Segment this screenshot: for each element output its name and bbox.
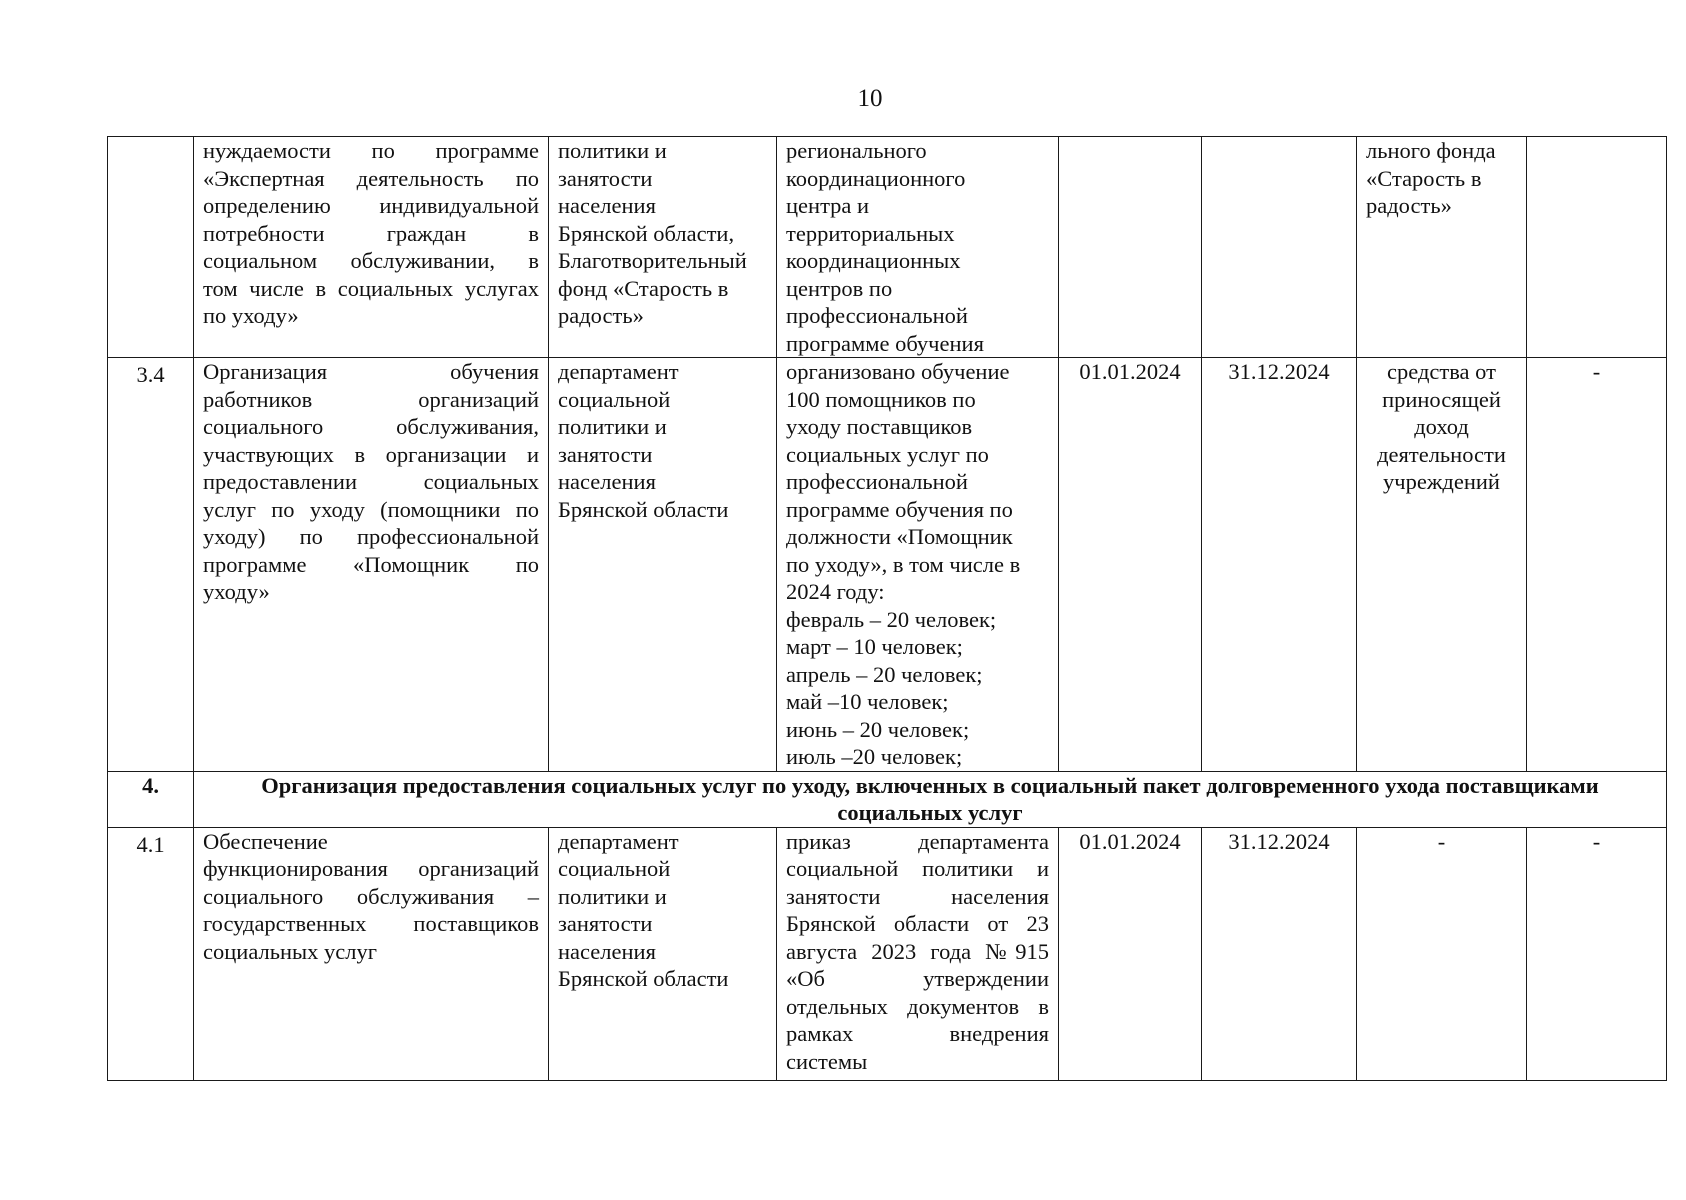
end-date-cell (1202, 137, 1357, 358)
end-date-cell: 31.12.2024 (1202, 827, 1357, 1080)
table-row (108, 358, 1667, 772)
result-cell: приказ департамента социальной политики и занятости населения Брянской области от 23 августа 2023 года №915 «Об утверждении отдельных документов в рамках внедрения системы (777, 827, 1059, 1080)
amount-cell: - (1527, 827, 1667, 1080)
funding-source-cell: - (1357, 827, 1527, 1080)
table-row (108, 137, 1667, 358)
section-number: 4. (108, 771, 194, 827)
section-title: Организация предоставления социальных услуг по уходу, включенных в социальный пакет долговременного ухода поставщиками социальных услуг (194, 771, 1667, 827)
row-number-cell: 4.1 (108, 827, 194, 1080)
event-cell: Обеспечение функционирования организаций социального обслуживания – государственных поставщиков социальных услуг (194, 827, 549, 1080)
responsible-cell: политики и занятости населения Брянской области, Благотворительный фонд «Старость в радость» (549, 137, 777, 358)
event-cell: нуждаемости по программе «Экспертная деятельность по определению индивидуальной потребности граждан в социальном обслуживании, в том числе в социальных услугах по уходу» (194, 137, 549, 358)
amount-cell (1527, 137, 1667, 358)
start-date-cell (1059, 137, 1202, 358)
table-row (108, 827, 1667, 1080)
section-header-row (108, 771, 1667, 827)
result-cell: организовано обучение 100 помощников по уходу поставщиков социальных услуг по профессиональной программе обучения по должности «Помощник по уходу», в том числе в 2024 году: февраль – 20 человек; март – 10 человек; апрель – 20 человек; май –10 человек; июнь – 20 человек; июль –20 человек; (777, 358, 1059, 772)
amount-cell: - (1527, 358, 1667, 772)
event-cell: Организация обучения работников организаций социального обслуживания, участвующих в организации и предоставлении социальных услуг по уходу (помощники по уходу) по профессиональной программе «Помощник по уходу» (194, 358, 549, 772)
responsible-cell: департамент социальной политики и занятости населения Брянской области (549, 827, 777, 1080)
activity-plan-table (107, 136, 1667, 1081)
end-date-cell: 31.12.2024 (1202, 358, 1357, 772)
row-number-cell (108, 137, 194, 358)
result-cell: регионального координационного центра и территориальных координационных центров по профессиональной программе обучения (777, 137, 1059, 358)
start-date-cell: 01.01.2024 (1059, 827, 1202, 1080)
responsible-cell: департамент социальной политики и занятости населения Брянской области (549, 358, 777, 772)
start-date-cell: 01.01.2024 (1059, 358, 1202, 772)
funding-source-cell: льного фонда «Старость в радость» (1357, 137, 1527, 358)
funding-source-cell: средства от приносящей доход деятельности учреждений (1357, 358, 1527, 772)
page-number: 10 (857, 85, 883, 112)
row-number-cell: 3.4 (108, 358, 194, 772)
